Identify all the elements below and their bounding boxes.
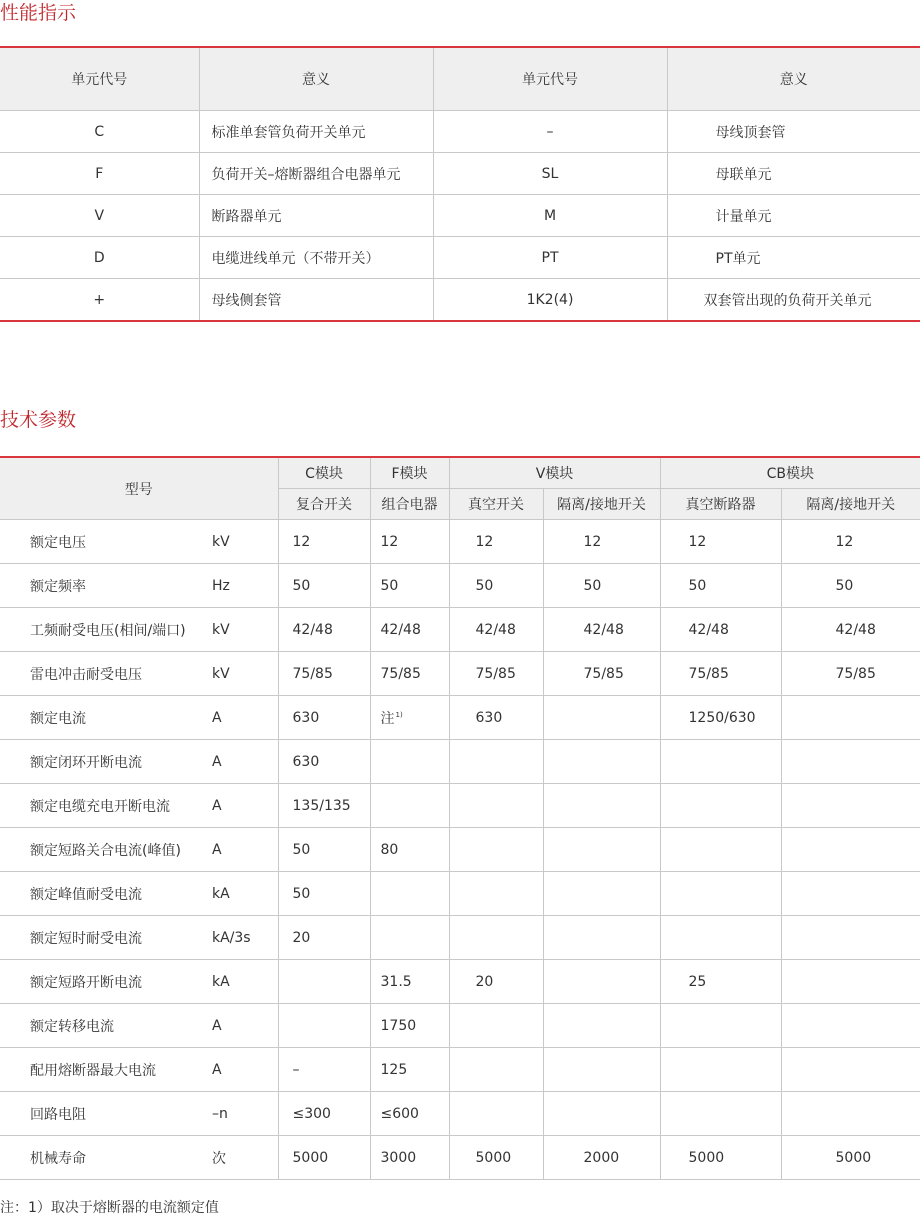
parameter-value bbox=[278, 740, 370, 784]
parameter-value bbox=[449, 1004, 543, 1048]
meaning: PT单元 bbox=[667, 237, 920, 279]
parameter-value bbox=[543, 652, 660, 696]
parameter-value bbox=[449, 828, 543, 872]
value-text: 630 bbox=[292, 753, 320, 770]
module-header-row bbox=[0, 457, 920, 489]
parameter-value bbox=[660, 960, 781, 1004]
parameter-value bbox=[370, 696, 449, 740]
parameter-value bbox=[278, 960, 370, 1004]
parameter-value bbox=[543, 916, 660, 960]
parameter-unit: A bbox=[212, 1048, 278, 1092]
value-text: 75/85 bbox=[380, 665, 421, 682]
parameter-value bbox=[781, 960, 920, 1004]
parameter-value bbox=[370, 872, 449, 916]
meaning: 母线顶套管 bbox=[667, 111, 920, 153]
parameter-value bbox=[660, 652, 781, 696]
parameter-value bbox=[543, 564, 660, 608]
value-text: 1750 bbox=[380, 1017, 417, 1034]
parameter-value bbox=[781, 740, 920, 784]
parameter-value bbox=[660, 828, 781, 872]
parameter-value bbox=[370, 652, 449, 696]
header-c-module: C模块 bbox=[278, 457, 370, 489]
table-row bbox=[0, 696, 920, 740]
value-text: 630 bbox=[475, 709, 503, 726]
value-text: 20 bbox=[475, 973, 494, 990]
parameter-value bbox=[543, 520, 660, 564]
parameter-value bbox=[370, 1004, 449, 1048]
table-row bbox=[0, 279, 920, 322]
parameter-value bbox=[660, 1136, 781, 1180]
value-text: 12 bbox=[835, 533, 854, 550]
unit-code: V bbox=[0, 195, 199, 237]
parameter-value bbox=[781, 1048, 920, 1092]
value-text: 50 bbox=[688, 577, 707, 594]
unit-code: – bbox=[433, 111, 667, 153]
meaning: 计量单元 bbox=[667, 195, 920, 237]
meaning: 双套管出现的负荷开关单元 bbox=[667, 279, 920, 322]
header-isolating-earthing-switch: 隔离/接地开关 bbox=[543, 489, 660, 520]
parameter-name: 额定电流 bbox=[0, 696, 212, 740]
parameter-value bbox=[660, 520, 781, 564]
value-text: 42/48 bbox=[835, 621, 876, 638]
value-text: 42/48 bbox=[688, 621, 729, 638]
value-text: 3000 bbox=[380, 1149, 417, 1166]
value-text: 12 bbox=[292, 533, 311, 550]
parameter-value bbox=[543, 960, 660, 1004]
value-text: 75/85 bbox=[835, 665, 876, 682]
meaning: 电缆进线单元（不带开关） bbox=[199, 237, 433, 279]
parameter-unit: kV bbox=[212, 652, 278, 696]
parameter-value bbox=[449, 960, 543, 1004]
meaning: 断路器单元 bbox=[199, 195, 433, 237]
parameter-value bbox=[278, 652, 370, 696]
header-vacuum-switch: 真空开关 bbox=[449, 489, 543, 520]
table-row bbox=[0, 1092, 920, 1136]
parameter-unit: kV bbox=[212, 608, 278, 652]
parameter-value bbox=[660, 1048, 781, 1092]
header-meaning: 意义 bbox=[667, 47, 920, 111]
parameter-unit: kA/3s bbox=[212, 916, 278, 960]
value-text: 135/135 bbox=[292, 797, 351, 814]
performance-table bbox=[0, 46, 920, 322]
parameter-value bbox=[660, 872, 781, 916]
table-row bbox=[0, 916, 920, 960]
parameter-value bbox=[781, 564, 920, 608]
parameter-name: 工频耐受电压(相间/端口) bbox=[0, 608, 212, 652]
parameter-value bbox=[449, 652, 543, 696]
parameter-value bbox=[278, 1092, 370, 1136]
parameter-name: 雷电冲击耐受电压 bbox=[0, 652, 212, 696]
table-row bbox=[0, 740, 920, 784]
unit-code: 1K2(4) bbox=[433, 279, 667, 322]
value-text: 125 bbox=[380, 1061, 408, 1078]
value-text: – bbox=[292, 1061, 300, 1078]
parameter-value bbox=[781, 608, 920, 652]
parameter-unit: A bbox=[212, 828, 278, 872]
parameter-value bbox=[781, 1004, 920, 1048]
value-text: ≤300 bbox=[292, 1105, 331, 1122]
parameter-value bbox=[449, 1048, 543, 1092]
value-text: 42/48 bbox=[475, 621, 516, 638]
header-v-module: V模块 bbox=[449, 457, 660, 489]
parameter-value bbox=[781, 520, 920, 564]
parameter-unit: 次 bbox=[212, 1150, 226, 1167]
parameter-unit: A bbox=[212, 784, 278, 828]
parameter-value bbox=[449, 520, 543, 564]
parameter-value bbox=[278, 872, 370, 916]
value-text: 25 bbox=[688, 973, 707, 990]
parameter-value bbox=[781, 872, 920, 916]
parameter-value bbox=[278, 1004, 370, 1048]
parameter-unit: A bbox=[212, 696, 278, 740]
parameter-value bbox=[660, 1092, 781, 1136]
parameter-value bbox=[781, 1092, 920, 1136]
parameter-value bbox=[781, 828, 920, 872]
parameter-name: 配用熔断器最大电流 bbox=[0, 1048, 212, 1092]
parameter-name: 额定转移电流 bbox=[0, 1004, 212, 1048]
value-text: 42/48 bbox=[583, 621, 624, 638]
parameter-value bbox=[660, 1004, 781, 1048]
value-text: 12 bbox=[475, 533, 494, 550]
parameter-value bbox=[543, 1092, 660, 1136]
value-text: 42/48 bbox=[380, 621, 421, 638]
parameter-name: 额定峰值耐受电流 bbox=[0, 872, 212, 916]
table-row bbox=[0, 520, 920, 564]
parameter-name: 额定闭环开断电流 bbox=[0, 740, 212, 784]
parameter-name: 机械寿命 bbox=[30, 1150, 86, 1167]
header-cb-module: CB模块 bbox=[660, 457, 920, 489]
header-unit-code: 单元代号 bbox=[433, 47, 667, 111]
table-row bbox=[0, 784, 920, 828]
table-row bbox=[0, 111, 920, 153]
parameter-value bbox=[660, 564, 781, 608]
value-text: 20 bbox=[292, 929, 311, 946]
table-row bbox=[0, 1048, 920, 1092]
parameter-value bbox=[543, 828, 660, 872]
meaning: 母联单元 bbox=[667, 153, 920, 195]
unit-code: D bbox=[0, 237, 199, 279]
parameter-value bbox=[543, 608, 660, 652]
parameter-value bbox=[370, 1048, 449, 1092]
parameter-unit: Hz bbox=[212, 564, 278, 608]
meaning: 母线侧套管 bbox=[199, 279, 433, 322]
parameter-value bbox=[543, 784, 660, 828]
value-text: 50 bbox=[835, 577, 854, 594]
parameter-value bbox=[449, 696, 543, 740]
parameter-value bbox=[543, 1136, 660, 1180]
parameter-name: 回路电阻 bbox=[0, 1092, 212, 1136]
parameter-value bbox=[660, 916, 781, 960]
header-unit-code: 单元代号 bbox=[0, 47, 199, 111]
performance-header-row bbox=[0, 47, 920, 111]
value-text: 630 bbox=[292, 709, 320, 726]
parameter-value bbox=[278, 608, 370, 652]
parameter-unit: –n bbox=[212, 1092, 278, 1136]
value-text: 75/85 bbox=[583, 665, 624, 682]
parameter-value bbox=[543, 1048, 660, 1092]
parameter-value bbox=[278, 784, 370, 828]
table-row bbox=[0, 652, 920, 696]
unit-code: M bbox=[433, 195, 667, 237]
value-text: 12 bbox=[583, 533, 602, 550]
header-meaning: 意义 bbox=[199, 47, 433, 111]
unit-code: + bbox=[93, 291, 106, 308]
header-isolating-earthing-switch: 隔离/接地开关 bbox=[781, 489, 920, 520]
footnote-mark: 1) bbox=[395, 710, 403, 719]
table-row bbox=[0, 608, 920, 652]
value-text: 31.5 bbox=[380, 973, 412, 990]
parameter-value bbox=[660, 608, 781, 652]
parameter-value bbox=[449, 608, 543, 652]
parameter-value bbox=[449, 1136, 543, 1180]
parameter-value bbox=[449, 784, 543, 828]
parameter-unit: A bbox=[212, 1004, 278, 1048]
header-f-module: F模块 bbox=[370, 457, 449, 489]
unit-code: PT bbox=[433, 237, 667, 279]
value-text: 50 bbox=[292, 885, 311, 902]
value-text: 50 bbox=[380, 577, 399, 594]
parameter-value bbox=[449, 564, 543, 608]
parameter-value bbox=[781, 916, 920, 960]
parameter-value bbox=[449, 916, 543, 960]
parameter-value bbox=[449, 1092, 543, 1136]
parameter-value bbox=[370, 828, 449, 872]
value-text: 注 bbox=[380, 710, 395, 727]
table-row bbox=[0, 960, 920, 1004]
table-row bbox=[0, 872, 920, 916]
parameter-value bbox=[278, 1136, 370, 1180]
table-row bbox=[0, 1136, 920, 1180]
table-row bbox=[0, 828, 920, 872]
parameter-value bbox=[781, 652, 920, 696]
value-text: 75/85 bbox=[292, 665, 333, 682]
value-text: 1250/630 bbox=[688, 709, 756, 726]
value-text: 12 bbox=[380, 533, 399, 550]
parameter-value bbox=[543, 872, 660, 916]
parameter-value bbox=[370, 916, 449, 960]
value-text: 50 bbox=[292, 577, 311, 594]
header-model: 型号 bbox=[0, 457, 278, 520]
parameter-name: 额定短路开断电流 bbox=[0, 960, 212, 1004]
parameter-value bbox=[370, 564, 449, 608]
parameter-name: 额定电缆充电开断电流 bbox=[0, 784, 212, 828]
parameter-unit: A bbox=[212, 740, 278, 784]
value-text: 75/85 bbox=[475, 665, 516, 682]
technical-title: 技术参数 bbox=[0, 409, 77, 431]
value-text: 2000 bbox=[583, 1149, 620, 1166]
parameter-value bbox=[370, 520, 449, 564]
parameter-value bbox=[278, 1048, 370, 1092]
parameter-value bbox=[781, 1136, 920, 1180]
value-text: 5000 bbox=[292, 1149, 329, 1166]
table-row bbox=[0, 564, 920, 608]
parameter-value bbox=[781, 784, 920, 828]
unit-code: SL bbox=[433, 153, 667, 195]
parameter-value bbox=[781, 696, 920, 740]
unit-code: C bbox=[0, 111, 199, 153]
parameter-value bbox=[543, 696, 660, 740]
value-text: 5000 bbox=[475, 1149, 512, 1166]
table-row bbox=[0, 153, 920, 195]
table-row bbox=[0, 195, 920, 237]
value-text: 50 bbox=[475, 577, 494, 594]
parameter-unit: kA bbox=[212, 960, 278, 1004]
value-text: ≤600 bbox=[380, 1105, 419, 1122]
performance-title: 性能指示 bbox=[0, 2, 77, 24]
parameter-value bbox=[278, 564, 370, 608]
value-text: 50 bbox=[583, 577, 602, 594]
meaning: 负荷开关–熔断器组合电器单元 bbox=[199, 153, 433, 195]
value-text: 80 bbox=[380, 841, 399, 858]
parameter-value bbox=[370, 784, 449, 828]
parameter-value bbox=[370, 960, 449, 1004]
meaning: 标准单套管负荷开关单元 bbox=[199, 111, 433, 153]
unit-code: F bbox=[0, 153, 199, 195]
value-text: 42/48 bbox=[292, 621, 333, 638]
parameter-value bbox=[278, 916, 370, 960]
parameter-value bbox=[543, 1004, 660, 1048]
header-combination-apparatus: 组合电器 bbox=[370, 489, 449, 520]
parameter-value bbox=[449, 872, 543, 916]
parameter-value bbox=[660, 740, 781, 784]
value-text: 50 bbox=[292, 841, 311, 858]
parameter-unit: kV bbox=[212, 520, 278, 564]
parameter-value bbox=[370, 1092, 449, 1136]
parameter-value bbox=[660, 784, 781, 828]
parameter-value bbox=[278, 828, 370, 872]
parameter-value bbox=[370, 608, 449, 652]
table-row bbox=[0, 237, 920, 279]
parameter-value bbox=[278, 520, 370, 564]
header-composite-switch: 复合开关 bbox=[278, 489, 370, 520]
table-row bbox=[0, 1004, 920, 1048]
parameter-name: 额定短路关合电流(峰值) bbox=[0, 828, 212, 872]
header-vacuum-breaker: 真空断路器 bbox=[660, 489, 781, 520]
parameter-name: 额定频率 bbox=[0, 564, 212, 608]
value-text: 5000 bbox=[688, 1149, 725, 1166]
parameter-value bbox=[278, 696, 370, 740]
parameter-name: 额定短时耐受电流 bbox=[0, 916, 212, 960]
footnote: 注：1）取决于熔断器的电流额定值 bbox=[0, 1200, 219, 1216]
parameter-name: 额定电压 bbox=[0, 520, 212, 564]
parameter-value bbox=[370, 740, 449, 784]
parameter-unit: kA bbox=[212, 872, 278, 916]
parameter-value bbox=[449, 740, 543, 784]
parameter-value bbox=[543, 740, 660, 784]
parameter-value bbox=[370, 1136, 449, 1180]
value-text: 12 bbox=[688, 533, 707, 550]
technical-table bbox=[0, 456, 920, 1180]
value-text: 75/85 bbox=[688, 665, 729, 682]
value-text: 5000 bbox=[835, 1149, 872, 1166]
parameter-value bbox=[660, 696, 781, 740]
